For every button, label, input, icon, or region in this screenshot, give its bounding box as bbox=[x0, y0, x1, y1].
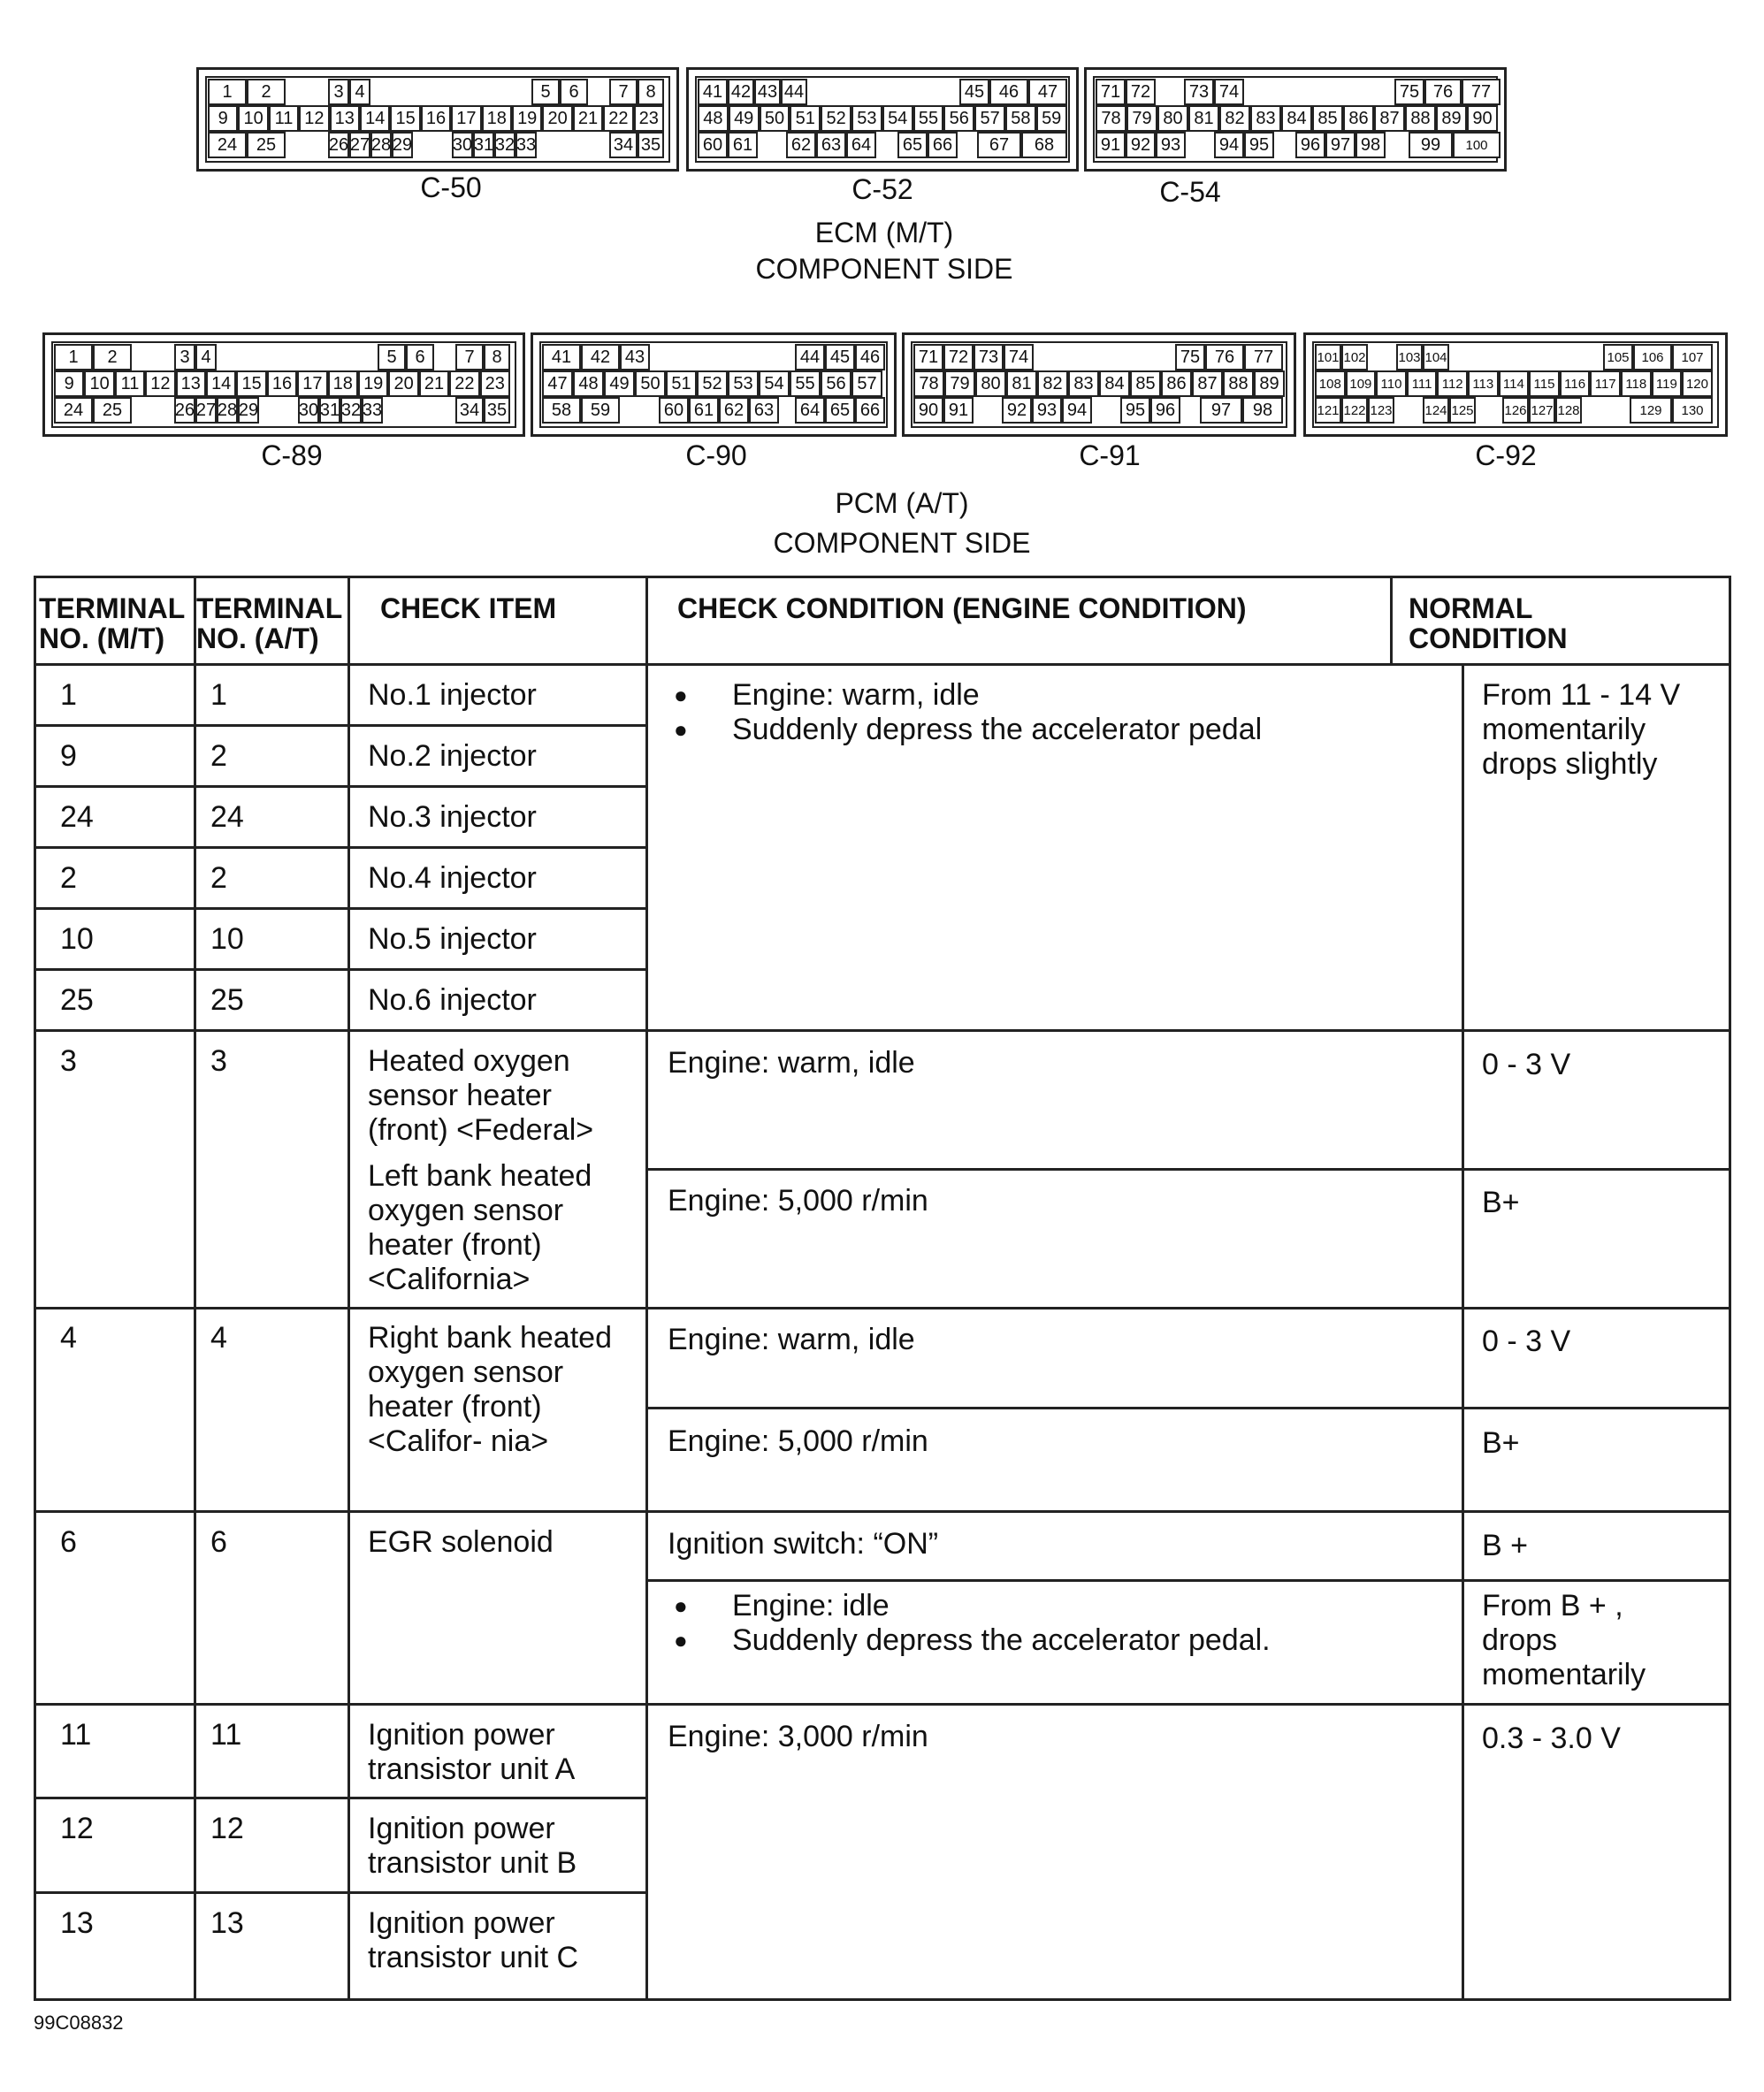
pin-c-91-94: 94 bbox=[1062, 397, 1092, 424]
pin-c-90-61: 61 bbox=[689, 397, 719, 424]
pin-c-54-98: 98 bbox=[1355, 132, 1386, 158]
pin-c-91-85: 85 bbox=[1130, 370, 1161, 397]
pin-c-90-48: 48 bbox=[573, 370, 604, 397]
hos-front-item2: Left bank heated oxygen sensor heater (front) <California> bbox=[368, 1159, 592, 1296]
pin-c-90-65: 65 bbox=[825, 397, 855, 424]
hos-right-cond1: Engine: warm, idle bbox=[668, 1323, 915, 1356]
ign-c-mt: 13 bbox=[60, 1906, 94, 1940]
pin-c-54-82: 82 bbox=[1219, 105, 1250, 132]
hos-right-at: 4 bbox=[210, 1321, 227, 1355]
pin-c-91-92: 92 bbox=[1002, 397, 1032, 424]
pin-c-92-124: 124 bbox=[1423, 397, 1449, 424]
pin-c-91-81: 81 bbox=[1006, 370, 1037, 397]
pin-c-91-95: 95 bbox=[1120, 397, 1150, 424]
ecm-title: ECM (M/T) bbox=[814, 217, 954, 248]
pin-c-89-12: 12 bbox=[145, 370, 175, 397]
inj3-at: 24 bbox=[210, 800, 244, 834]
pin-c-52-65: 65 bbox=[897, 132, 928, 158]
pin-c-90-49: 49 bbox=[604, 370, 635, 397]
pin-c-52-46: 46 bbox=[989, 79, 1028, 105]
pin-c-52-50: 50 bbox=[760, 105, 790, 132]
pin-c-92-110: 110 bbox=[1376, 370, 1407, 397]
ignition-normal: 0.3 - 3.0 V bbox=[1482, 1722, 1621, 1755]
pin-c-50-34: 34 bbox=[609, 132, 638, 158]
pin-c-91-86: 86 bbox=[1161, 370, 1192, 397]
pin-c-90-58: 58 bbox=[542, 397, 581, 424]
pin-c-92-122: 122 bbox=[1341, 397, 1368, 424]
pin-c-90-56: 56 bbox=[821, 370, 851, 397]
pin-c-50-1: 1 bbox=[208, 79, 247, 105]
pin-c-54-72: 72 bbox=[1126, 79, 1156, 105]
ign-a-item: Ignition power transistor unit A bbox=[368, 1718, 576, 1786]
hos-front-cond1: Engine: warm, idle bbox=[668, 1046, 915, 1080]
pin-c-91-76: 76 bbox=[1205, 344, 1244, 370]
pin-c-91-83: 83 bbox=[1068, 370, 1099, 397]
pin-c-50-21: 21 bbox=[573, 105, 603, 132]
egr-norm2: From B + , drops momentarily bbox=[1482, 1589, 1646, 1691]
egr-mt: 6 bbox=[60, 1525, 77, 1559]
pin-c-90-43: 43 bbox=[620, 344, 650, 370]
pin-c-50-14: 14 bbox=[360, 105, 390, 132]
pin-c-52-48: 48 bbox=[698, 105, 729, 132]
pin-c-89-13: 13 bbox=[176, 370, 206, 397]
pin-c-50-18: 18 bbox=[482, 105, 512, 132]
inj5-item: No.5 injector bbox=[368, 922, 537, 956]
pin-c-54-86: 86 bbox=[1343, 105, 1374, 132]
pin-c-54-71: 71 bbox=[1096, 79, 1126, 105]
pin-c-92-119: 119 bbox=[1652, 370, 1683, 397]
hos-right-cond2: Engine: 5,000 r/min bbox=[668, 1424, 928, 1458]
pin-c-92-130: 130 bbox=[1672, 397, 1713, 424]
egr-cond1: Ignition switch: “ON” bbox=[668, 1527, 939, 1561]
pin-c-90-41: 41 bbox=[542, 344, 581, 370]
hos-front-item1: Heated oxygen sensor heater (front) <Federal> bbox=[368, 1044, 594, 1147]
pin-c-89-24: 24 bbox=[54, 397, 93, 424]
pin-c-91-90: 90 bbox=[913, 397, 943, 424]
pin-c-89-27: 27 bbox=[195, 397, 217, 424]
hos-right-norm1: 0 - 3 V bbox=[1482, 1325, 1571, 1358]
pin-c-52-54: 54 bbox=[882, 105, 913, 132]
pin-c-52-64: 64 bbox=[846, 132, 876, 158]
ign-b-item: Ignition power transistor unit B bbox=[368, 1812, 577, 1880]
pin-c-54-73: 73 bbox=[1184, 79, 1214, 105]
pin-c-89-11: 11 bbox=[115, 370, 145, 397]
pin-c-54-78: 78 bbox=[1096, 105, 1126, 132]
pin-c-89-31: 31 bbox=[319, 397, 340, 424]
pin-c-52-44: 44 bbox=[781, 79, 807, 105]
egr-cond2a: ● Engine: idle bbox=[732, 1589, 890, 1623]
pin-c-92-121: 121 bbox=[1315, 397, 1341, 424]
pin-c-91-73: 73 bbox=[974, 344, 1004, 370]
inj3-item: No.3 injector bbox=[368, 800, 537, 834]
pin-c-92-101: 101 bbox=[1315, 344, 1341, 370]
pin-c-50-7: 7 bbox=[609, 79, 638, 105]
hos-right-norm2: B+ bbox=[1482, 1426, 1520, 1460]
pin-c-90-62: 62 bbox=[719, 397, 749, 424]
injector-condition-2: ● Suddenly depress the accelerator pedal bbox=[732, 713, 1262, 747]
pin-c-90-46: 46 bbox=[855, 344, 885, 370]
pin-c-89-19: 19 bbox=[358, 370, 388, 397]
connector-label-c52: C-52 bbox=[851, 173, 913, 205]
pin-c-89-34: 34 bbox=[455, 397, 484, 424]
inj4-item: No.4 injector bbox=[368, 861, 537, 895]
inj3-mt: 24 bbox=[60, 800, 94, 834]
pin-c-89-23: 23 bbox=[480, 370, 510, 397]
pin-c-91-80: 80 bbox=[975, 370, 1006, 397]
pin-c-92-102: 102 bbox=[1341, 344, 1368, 370]
pin-c-90-57: 57 bbox=[851, 370, 882, 397]
inj1-item: No.1 injector bbox=[368, 678, 537, 712]
connector-label-c54: C-54 bbox=[1159, 176, 1221, 208]
pin-c-91-88: 88 bbox=[1223, 370, 1254, 397]
pin-c-90-66: 66 bbox=[855, 397, 885, 424]
pin-c-89-33: 33 bbox=[362, 397, 383, 424]
pin-c-54-89: 89 bbox=[1436, 105, 1467, 132]
pin-c-52-66: 66 bbox=[928, 132, 958, 158]
header-check-item: CHECK ITEM bbox=[380, 592, 557, 624]
pin-c-91-82: 82 bbox=[1037, 370, 1068, 397]
pin-c-54-100: 100 bbox=[1453, 132, 1501, 158]
pin-c-54-75: 75 bbox=[1394, 79, 1424, 105]
pin-c-50-31: 31 bbox=[473, 132, 494, 158]
pin-c-92-113: 113 bbox=[1468, 370, 1499, 397]
pin-c-91-78: 78 bbox=[913, 370, 944, 397]
pin-c-50-30: 30 bbox=[452, 132, 473, 158]
ignition-condition: Engine: 3,000 r/min bbox=[668, 1720, 928, 1753]
pin-c-50-3: 3 bbox=[328, 79, 349, 105]
connector-c50 bbox=[196, 67, 679, 172]
pin-c-90-52: 52 bbox=[697, 370, 728, 397]
pin-c-89-18: 18 bbox=[328, 370, 358, 397]
pin-c-50-24: 24 bbox=[208, 132, 247, 158]
pin-c-50-6: 6 bbox=[560, 79, 588, 105]
pin-c-50-9: 9 bbox=[208, 105, 238, 132]
inj1-mt: 1 bbox=[60, 678, 77, 712]
pin-c-89-29: 29 bbox=[238, 397, 259, 424]
pin-c-52-58: 58 bbox=[1005, 105, 1036, 132]
connector-c89 bbox=[42, 332, 525, 437]
pin-c-52-47: 47 bbox=[1028, 79, 1067, 105]
pin-c-54-83: 83 bbox=[1250, 105, 1281, 132]
pin-c-54-79: 79 bbox=[1126, 105, 1157, 132]
pin-c-54-91: 91 bbox=[1096, 132, 1126, 158]
pin-c-50-10: 10 bbox=[238, 105, 268, 132]
pin-c-52-67: 67 bbox=[977, 132, 1021, 158]
pin-c-92-123: 123 bbox=[1368, 397, 1394, 424]
pin-c-92-117: 117 bbox=[1590, 370, 1621, 397]
ecm-subtitle: COMPONENT SIDE bbox=[755, 253, 1013, 285]
pin-c-54-85: 85 bbox=[1312, 105, 1343, 132]
pin-c-52-61: 61 bbox=[728, 132, 758, 158]
pin-c-52-56: 56 bbox=[943, 105, 974, 132]
pin-c-52-60: 60 bbox=[698, 132, 728, 158]
pin-c-91-87: 87 bbox=[1192, 370, 1223, 397]
pin-c-89-14: 14 bbox=[206, 370, 236, 397]
ign-a-mt: 11 bbox=[60, 1718, 92, 1752]
pin-c-89-2: 2 bbox=[93, 344, 132, 370]
connector-label-c90: C-90 bbox=[685, 439, 747, 471]
pin-c-89-32: 32 bbox=[340, 397, 362, 424]
connector-label-c89: C-89 bbox=[261, 439, 323, 471]
pin-c-50-35: 35 bbox=[638, 132, 664, 158]
pin-c-91-72: 72 bbox=[943, 344, 974, 370]
pin-c-52-68: 68 bbox=[1021, 132, 1067, 158]
pin-c-89-28: 28 bbox=[217, 397, 238, 424]
pin-c-90-55: 55 bbox=[790, 370, 821, 397]
connector-label-c92: C-92 bbox=[1475, 439, 1537, 471]
pin-c-50-32: 32 bbox=[494, 132, 515, 158]
egr-item: EGR solenoid bbox=[368, 1525, 554, 1559]
pin-c-52-62: 62 bbox=[786, 132, 816, 158]
pin-c-92-108: 108 bbox=[1315, 370, 1346, 397]
pin-c-91-97: 97 bbox=[1200, 397, 1242, 424]
pcm-subtitle: COMPONENT SIDE bbox=[773, 527, 1031, 559]
connector-c52 bbox=[686, 67, 1079, 172]
inj4-at: 2 bbox=[210, 861, 227, 895]
pin-c-90-59: 59 bbox=[581, 397, 620, 424]
terminal-check-table bbox=[34, 576, 1731, 2001]
pin-c-52-59: 59 bbox=[1036, 105, 1067, 132]
pin-c-90-63: 63 bbox=[749, 397, 779, 424]
pin-c-89-6: 6 bbox=[406, 344, 434, 370]
connector-label-c50: C-50 bbox=[420, 172, 482, 203]
ign-b-at: 12 bbox=[210, 1812, 244, 1845]
pin-c-89-35: 35 bbox=[484, 397, 510, 424]
injector-normal: From 11 - 14 V momentarily drops slightly bbox=[1482, 678, 1681, 781]
pin-c-54-80: 80 bbox=[1157, 105, 1188, 132]
pin-c-54-81: 81 bbox=[1188, 105, 1219, 132]
inj5-at: 10 bbox=[210, 922, 244, 956]
pin-c-89-17: 17 bbox=[297, 370, 327, 397]
ign-c-item: Ignition power transistor unit C bbox=[368, 1906, 579, 1974]
pin-c-50-5: 5 bbox=[531, 79, 560, 105]
pin-c-91-84: 84 bbox=[1099, 370, 1130, 397]
pin-c-90-51: 51 bbox=[666, 370, 697, 397]
pin-c-90-45: 45 bbox=[825, 344, 855, 370]
egr-cond2b: ● Suddenly depress the accelerator pedal. bbox=[732, 1623, 1271, 1658]
pin-c-92-120: 120 bbox=[1682, 370, 1713, 397]
pin-c-52-43: 43 bbox=[754, 79, 781, 105]
pin-c-92-105: 105 bbox=[1603, 344, 1633, 370]
pin-c-89-21: 21 bbox=[419, 370, 449, 397]
header-terminal-mt: TERMINAL NO. (M/T) bbox=[39, 592, 185, 654]
inj6-at: 25 bbox=[210, 983, 244, 1017]
pin-c-92-115: 115 bbox=[1529, 370, 1560, 397]
header-check-condition: CHECK CONDITION (ENGINE CONDITION) bbox=[677, 592, 1247, 624]
header-normal-condition: NORMAL CONDITION bbox=[1409, 592, 1568, 654]
inj2-item: No.2 injector bbox=[368, 739, 537, 773]
pin-c-91-96: 96 bbox=[1150, 397, 1180, 424]
pin-c-54-90: 90 bbox=[1467, 105, 1498, 132]
pin-c-54-93: 93 bbox=[1156, 132, 1186, 158]
pin-c-91-98: 98 bbox=[1242, 397, 1283, 424]
pin-c-92-106: 106 bbox=[1633, 344, 1672, 370]
pin-c-50-2: 2 bbox=[247, 79, 286, 105]
pin-c-92-116: 116 bbox=[1560, 370, 1591, 397]
inj2-at: 2 bbox=[210, 739, 227, 773]
pin-c-50-33: 33 bbox=[515, 132, 537, 158]
pin-c-92-103: 103 bbox=[1396, 344, 1423, 370]
pin-c-92-128: 128 bbox=[1555, 397, 1582, 424]
pin-c-89-22: 22 bbox=[449, 370, 479, 397]
hos-right-item: Right bank heated oxygen sensor heater (front) <Califor- nia> bbox=[368, 1321, 612, 1458]
pin-c-90-64: 64 bbox=[795, 397, 825, 424]
pin-c-52-52: 52 bbox=[821, 105, 851, 132]
pin-c-52-51: 51 bbox=[790, 105, 821, 132]
pin-c-50-20: 20 bbox=[542, 105, 572, 132]
inj5-mt: 10 bbox=[60, 922, 94, 956]
pin-c-50-29: 29 bbox=[392, 132, 413, 158]
pin-c-54-88: 88 bbox=[1405, 105, 1436, 132]
pin-c-50-19: 19 bbox=[512, 105, 542, 132]
hos-front-norm2: B+ bbox=[1482, 1186, 1520, 1219]
pin-c-52-55: 55 bbox=[913, 105, 944, 132]
pin-c-91-75: 75 bbox=[1175, 344, 1205, 370]
inj6-mt: 25 bbox=[60, 983, 94, 1017]
pin-c-90-50: 50 bbox=[635, 370, 666, 397]
pin-c-52-41: 41 bbox=[698, 79, 728, 105]
pin-c-91-91: 91 bbox=[943, 397, 974, 424]
pin-c-89-16: 16 bbox=[267, 370, 297, 397]
pin-c-90-60: 60 bbox=[659, 397, 689, 424]
pin-c-50-17: 17 bbox=[451, 105, 481, 132]
pin-c-89-9: 9 bbox=[54, 370, 84, 397]
pin-c-54-76: 76 bbox=[1424, 79, 1462, 105]
pin-c-54-95: 95 bbox=[1244, 132, 1274, 158]
pin-c-92-109: 109 bbox=[1346, 370, 1377, 397]
pin-c-89-20: 20 bbox=[388, 370, 418, 397]
connector-label-c91: C-91 bbox=[1079, 439, 1141, 471]
ign-a-at: 11 bbox=[210, 1718, 242, 1752]
pin-c-89-10: 10 bbox=[84, 370, 114, 397]
pin-c-54-84: 84 bbox=[1281, 105, 1312, 132]
pcm-title: PCM (A/T) bbox=[835, 487, 969, 519]
pin-c-50-4: 4 bbox=[349, 79, 370, 105]
pin-c-92-107: 107 bbox=[1672, 344, 1713, 370]
pin-c-89-26: 26 bbox=[174, 397, 195, 424]
hos-front-cond2: Engine: 5,000 r/min bbox=[668, 1184, 928, 1218]
pin-c-91-71: 71 bbox=[913, 344, 943, 370]
connector-c91 bbox=[902, 332, 1296, 437]
egr-norm1: B + bbox=[1482, 1529, 1528, 1562]
pin-c-52-57: 57 bbox=[974, 105, 1005, 132]
injector-condition-1: ● Engine: warm, idle bbox=[732, 678, 980, 713]
pin-c-91-93: 93 bbox=[1032, 397, 1062, 424]
connector-c54 bbox=[1084, 67, 1507, 172]
pin-c-89-1: 1 bbox=[54, 344, 93, 370]
pin-c-54-97: 97 bbox=[1325, 132, 1355, 158]
pin-c-91-89: 89 bbox=[1254, 370, 1285, 397]
hos-right-mt: 4 bbox=[60, 1321, 77, 1355]
pin-c-50-25: 25 bbox=[247, 132, 286, 158]
pin-c-50-16: 16 bbox=[421, 105, 451, 132]
pin-c-50-26: 26 bbox=[328, 132, 349, 158]
pin-c-50-15: 15 bbox=[390, 105, 420, 132]
pin-c-89-25: 25 bbox=[93, 397, 132, 424]
pin-c-54-77: 77 bbox=[1462, 79, 1501, 105]
pin-c-50-27: 27 bbox=[349, 132, 370, 158]
connector-c90 bbox=[531, 332, 897, 437]
pin-c-50-13: 13 bbox=[330, 105, 360, 132]
pin-c-54-94: 94 bbox=[1214, 132, 1244, 158]
pin-c-92-126: 126 bbox=[1502, 397, 1529, 424]
pin-c-50-11: 11 bbox=[269, 105, 299, 132]
pin-c-92-112: 112 bbox=[1437, 370, 1468, 397]
pin-c-52-45: 45 bbox=[959, 79, 989, 105]
pin-c-90-44: 44 bbox=[795, 344, 825, 370]
pin-c-92-104: 104 bbox=[1423, 344, 1449, 370]
ign-b-mt: 12 bbox=[60, 1812, 94, 1845]
pin-c-90-54: 54 bbox=[759, 370, 790, 397]
hos-front-norm1: 0 - 3 V bbox=[1482, 1048, 1571, 1081]
pin-c-52-42: 42 bbox=[728, 79, 754, 105]
pin-c-52-63: 63 bbox=[816, 132, 846, 158]
pin-c-91-74: 74 bbox=[1004, 344, 1034, 370]
pin-c-54-96: 96 bbox=[1295, 132, 1325, 158]
pin-c-92-129: 129 bbox=[1630, 397, 1672, 424]
connector-c92 bbox=[1303, 332, 1728, 437]
inj1-at: 1 bbox=[210, 678, 227, 712]
inj4-mt: 2 bbox=[60, 861, 77, 895]
pin-c-92-127: 127 bbox=[1529, 397, 1555, 424]
pin-c-54-92: 92 bbox=[1126, 132, 1156, 158]
inj6-item: No.6 injector bbox=[368, 983, 537, 1017]
pin-c-89-3: 3 bbox=[174, 344, 195, 370]
pin-c-90-47: 47 bbox=[542, 370, 573, 397]
header-terminal-at: TERMINAL NO. (A/T) bbox=[196, 592, 342, 654]
pin-c-50-12: 12 bbox=[299, 105, 329, 132]
pin-c-91-77: 77 bbox=[1244, 344, 1283, 370]
pin-c-89-15: 15 bbox=[236, 370, 266, 397]
pin-c-89-4: 4 bbox=[195, 344, 217, 370]
pin-c-90-53: 53 bbox=[728, 370, 759, 397]
ign-c-at: 13 bbox=[210, 1906, 244, 1940]
pin-c-89-7: 7 bbox=[455, 344, 484, 370]
pin-c-92-125: 125 bbox=[1449, 397, 1476, 424]
pin-c-54-99: 99 bbox=[1409, 132, 1453, 158]
pin-c-89-5: 5 bbox=[378, 344, 406, 370]
pin-c-90-42: 42 bbox=[581, 344, 620, 370]
pin-c-92-111: 111 bbox=[1407, 370, 1438, 397]
pin-c-52-49: 49 bbox=[729, 105, 760, 132]
pin-c-54-87: 87 bbox=[1374, 105, 1405, 132]
figure-code: 99C08832 bbox=[34, 2012, 124, 2034]
pin-c-91-79: 79 bbox=[944, 370, 975, 397]
hos-front-mt: 3 bbox=[60, 1044, 77, 1078]
pin-c-92-114: 114 bbox=[1499, 370, 1530, 397]
pin-c-50-8: 8 bbox=[638, 79, 664, 105]
pin-c-89-30: 30 bbox=[298, 397, 319, 424]
hos-front-at: 3 bbox=[210, 1044, 227, 1078]
pin-c-92-118: 118 bbox=[1621, 370, 1652, 397]
pin-c-50-23: 23 bbox=[634, 105, 664, 132]
pin-c-50-28: 28 bbox=[370, 132, 392, 158]
egr-at: 6 bbox=[210, 1525, 227, 1559]
inj2-mt: 9 bbox=[60, 739, 77, 773]
pin-c-52-53: 53 bbox=[851, 105, 882, 132]
pin-c-50-22: 22 bbox=[603, 105, 633, 132]
pin-c-54-74: 74 bbox=[1214, 79, 1244, 105]
pin-c-89-8: 8 bbox=[484, 344, 510, 370]
